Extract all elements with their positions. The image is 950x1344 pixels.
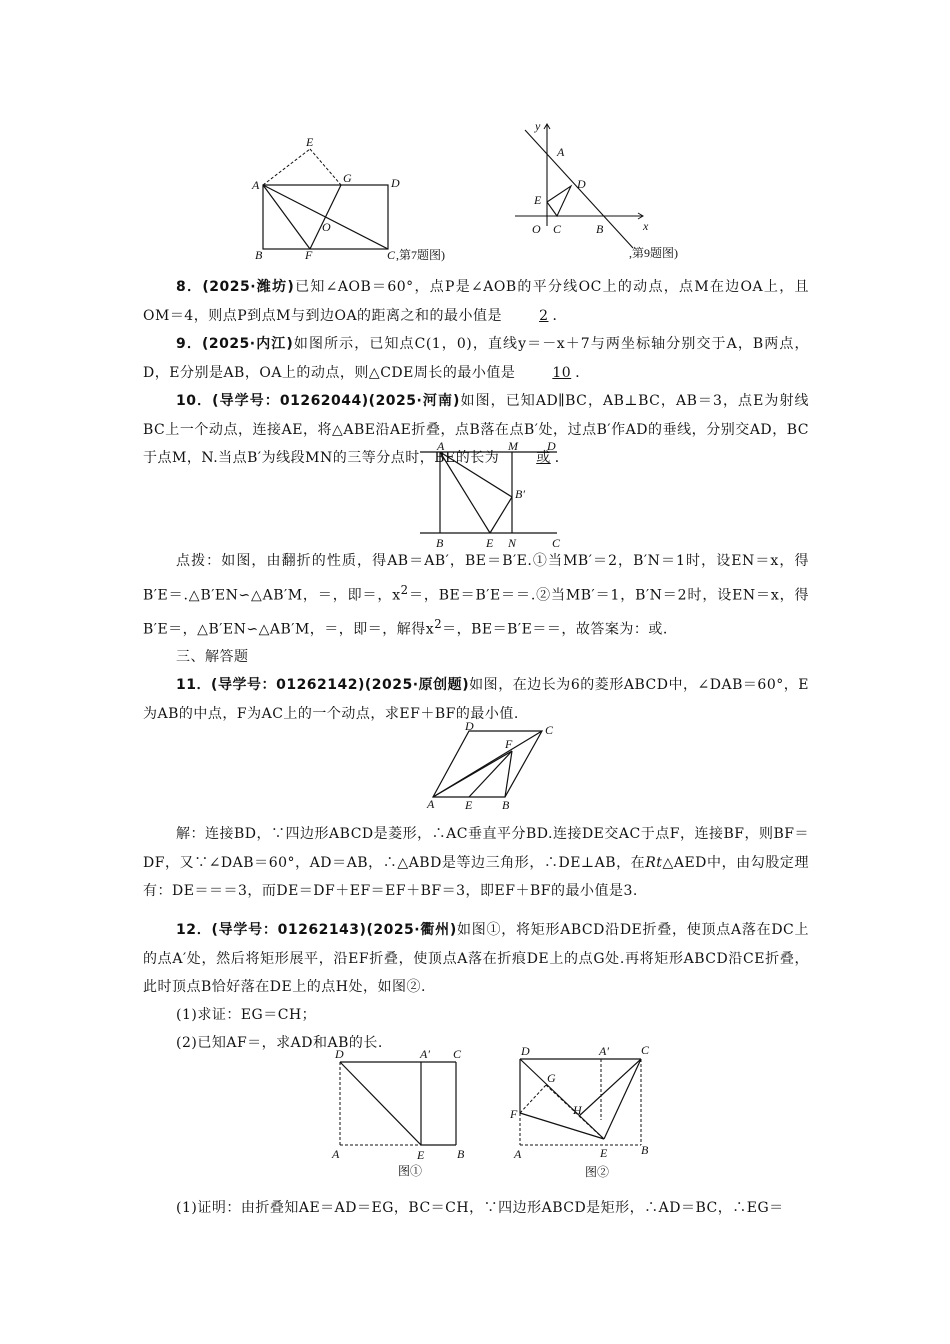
question-10-number: 10． (176, 393, 213, 409)
fig11-label-c: C (545, 723, 554, 737)
fig12a-label-e: E (417, 1148, 425, 1162)
fig12a-label-c: C (453, 1047, 462, 1061)
fig9-label-b: B (596, 222, 604, 236)
fig7-label-d: D (391, 176, 400, 190)
fig9-label-d: D (577, 177, 586, 191)
fig11-label-b: B (502, 798, 510, 812)
fig12b-label-a-prime: A′ (599, 1044, 609, 1058)
figure-9-diagram (505, 118, 745, 268)
figure-9 (505, 118, 745, 268)
fig10-label-d: D (547, 439, 556, 453)
fig12b-label-a: A (514, 1147, 522, 1161)
fig11-label-d: D (465, 719, 474, 733)
question-10-hint (143, 547, 809, 644)
fig7-label-c: C (387, 248, 396, 262)
question-12-source: (导学号：01262143)(2025·衢州) (211, 922, 457, 938)
fig12b-label-e: E (600, 1146, 608, 1160)
figure-10 (420, 440, 570, 550)
question-11-source: (导学号：01262142)(2025·原创题) (211, 677, 470, 693)
fig7-label-a: A (252, 178, 260, 192)
fig10-label-n: N (508, 536, 517, 550)
question-8-answer: 2 (539, 307, 549, 324)
fig12a-label-a: A (332, 1147, 340, 1161)
question-8-end: ． (552, 307, 567, 324)
question-8 (143, 273, 809, 330)
fig12b-label-f: F (510, 1107, 518, 1121)
question-8-number: 8． (176, 279, 203, 295)
fig9-caption: ,第9题图) (629, 246, 678, 260)
fig7-label-o: O (322, 220, 331, 234)
fig12b-label-d: D (521, 1044, 530, 1058)
fig9-label-a: A (557, 145, 565, 159)
figure-12-b (507, 1040, 667, 1185)
question-8-source: (2025·潍坊) (202, 279, 295, 295)
fig12b-label-h: H (573, 1103, 582, 1117)
figure-7-diagram (250, 135, 490, 265)
question-12 (143, 916, 809, 1002)
question-10-text: 如图，已知AD∥BC，AB⊥BC，AB＝3，点E为射线BC上一个动点，连接AE，将△ABE沿AE折叠，点B落在点B′处，过点B′作AD的垂线，分别交AD，BC于点M，N.当点B′为线段MN的三等分点时，BE的长为 (143, 393, 810, 466)
question-11-solution (143, 820, 809, 906)
hint-part-3: ＝，BE＝B′E＝＝，故答案为：或. (442, 621, 668, 638)
solution-part-2: △AED中，由勾股定理有：DE＝＝＝3，而DE＝DF＋EF＝EF＋BF＝3，即EF＋BF的最小值是3. (143, 854, 809, 899)
fig9-label-e: E (534, 193, 542, 207)
fig9-label-c: C (553, 222, 562, 236)
question-9-text: 如图所示，已知点C(1，0)，直线y＝－x＋7与两坐标轴分别交于A，B两点，D，E分别是AB，OA上的动点，则△CDE周长的最小值是 (143, 336, 809, 381)
question-10-answer: 或 (536, 450, 551, 466)
question-10-source: (导学号：01262044)(2025·河南) (212, 393, 460, 409)
fig7-label-e: E (306, 135, 314, 149)
fig12a-label-a-prime: A′ (420, 1047, 430, 1061)
question-9 (143, 330, 809, 387)
fig7-label-f: F (305, 248, 313, 262)
fig7-label-g: G (343, 171, 352, 185)
question-12-proof: (1)证明：由折叠知AE＝AD＝EG，BC＝CH，∵四边形ABCD是矩形，∴AD＝BC，∴EG＝ (176, 1200, 784, 1216)
fig9-label-o: O (532, 222, 541, 236)
fig11-label-f: F (505, 737, 513, 751)
solution-part-1: 解：连接BD，∵四边形ABCD是菱形，∴AC垂直平分BD.连接DE交AC于点F，连接BF，则BF＝DF，又∵∠DAB＝60°，AD＝AB，∴△ABD是等边三角形，∴DE⊥AB，在 (143, 826, 809, 871)
fig11-label-a: A (427, 797, 435, 811)
question-9-end: ． (575, 364, 590, 381)
hint-superscript-1: 2 (400, 582, 409, 597)
fig11-label-e: E (465, 798, 473, 812)
section-heading: 三、解答题 (176, 649, 249, 665)
hint-superscript-2: 2 (434, 616, 443, 631)
question-9-number: 9． (176, 336, 202, 352)
figure-12-b-diagram (507, 1040, 667, 1185)
figure-11 (425, 719, 565, 814)
fig9-label-y: y (535, 119, 541, 133)
figure-12-a (328, 1042, 478, 1182)
fig10-label-b-prime: B′ (515, 487, 525, 501)
question-9-source: (2025·内江) (201, 336, 294, 352)
figure-7 (250, 135, 490, 265)
fig12b-label-c: C (641, 1043, 650, 1057)
question-12-part-2: (2)已知AF＝，求AD和AB的长. (176, 1035, 383, 1051)
fig7-label-b: B (255, 248, 263, 262)
fig7-caption: ,第7题图) (396, 248, 445, 262)
figure-11-diagram (425, 719, 565, 814)
question-11-number: 11． (176, 677, 212, 693)
solution-rt: Rt (645, 854, 663, 871)
fig12b-label-b: B (641, 1143, 649, 1157)
question-12-part-1: (1)求证：EG＝CH； (176, 1007, 317, 1023)
question-9-answer: 10 (552, 364, 572, 381)
fig12b-label-g: G (547, 1071, 556, 1085)
fig10-label-m: M (508, 439, 518, 453)
fig12a-label-d: D (335, 1047, 344, 1061)
fig12a-caption: 图① (398, 1164, 423, 1178)
figure-10-diagram (420, 440, 570, 550)
question-11-text: 如图，在边长为6的菱形ABCD中，∠DAB＝60°，E为AB的中点，F为AC上的一个动点，求EF＋BF的最小值. (143, 677, 810, 722)
hint-part-1: 点拨：如图，由翻折的性质，得AB＝AB′，BE＝B′E.①当MB′＝2，B′N＝1时，设EN＝x，得B′E＝.△B′EN∽△AB′M，＝，即＝，x (143, 553, 809, 604)
question-10-end: ． (554, 450, 570, 466)
fig12b-caption: 图② (585, 1165, 610, 1179)
fig9-label-x: x (643, 219, 649, 233)
question-12-text: 如图①，将矩形ABCD沿DE折叠，使顶点A落在DC上的点A′处，然后将矩形展平，沿EF折叠，使顶点A落在折痕DE上的点G处.再将矩形ABCD沿CE折叠，此时顶点B恰好落在DE上的点H处，如图②. (143, 922, 810, 995)
fig10-label-b: B (436, 536, 444, 550)
fig12a-label-b: B (457, 1147, 465, 1161)
question-11 (143, 671, 809, 728)
fig10-label-a: A (437, 439, 445, 453)
question-8-text: 已知∠AOB＝60°，点P是∠AOB的平分线OC上的动点，点M在边OA上，且OM＝4，则点P到点M与到边OA的距离之和的最小值是 (143, 279, 809, 324)
hint-part-2: ＝，BE＝B′E＝＝.②当MB′＝1，B′N＝2时，设EN＝x，得B′E＝，△B′EN∽△AB′M，＝，即＝，解得x (143, 587, 809, 638)
question-12-number: 12． (176, 922, 212, 938)
fig10-label-c: C (552, 536, 561, 550)
figure-12-a-diagram (328, 1042, 478, 1182)
fig10-label-e: E (486, 536, 494, 550)
